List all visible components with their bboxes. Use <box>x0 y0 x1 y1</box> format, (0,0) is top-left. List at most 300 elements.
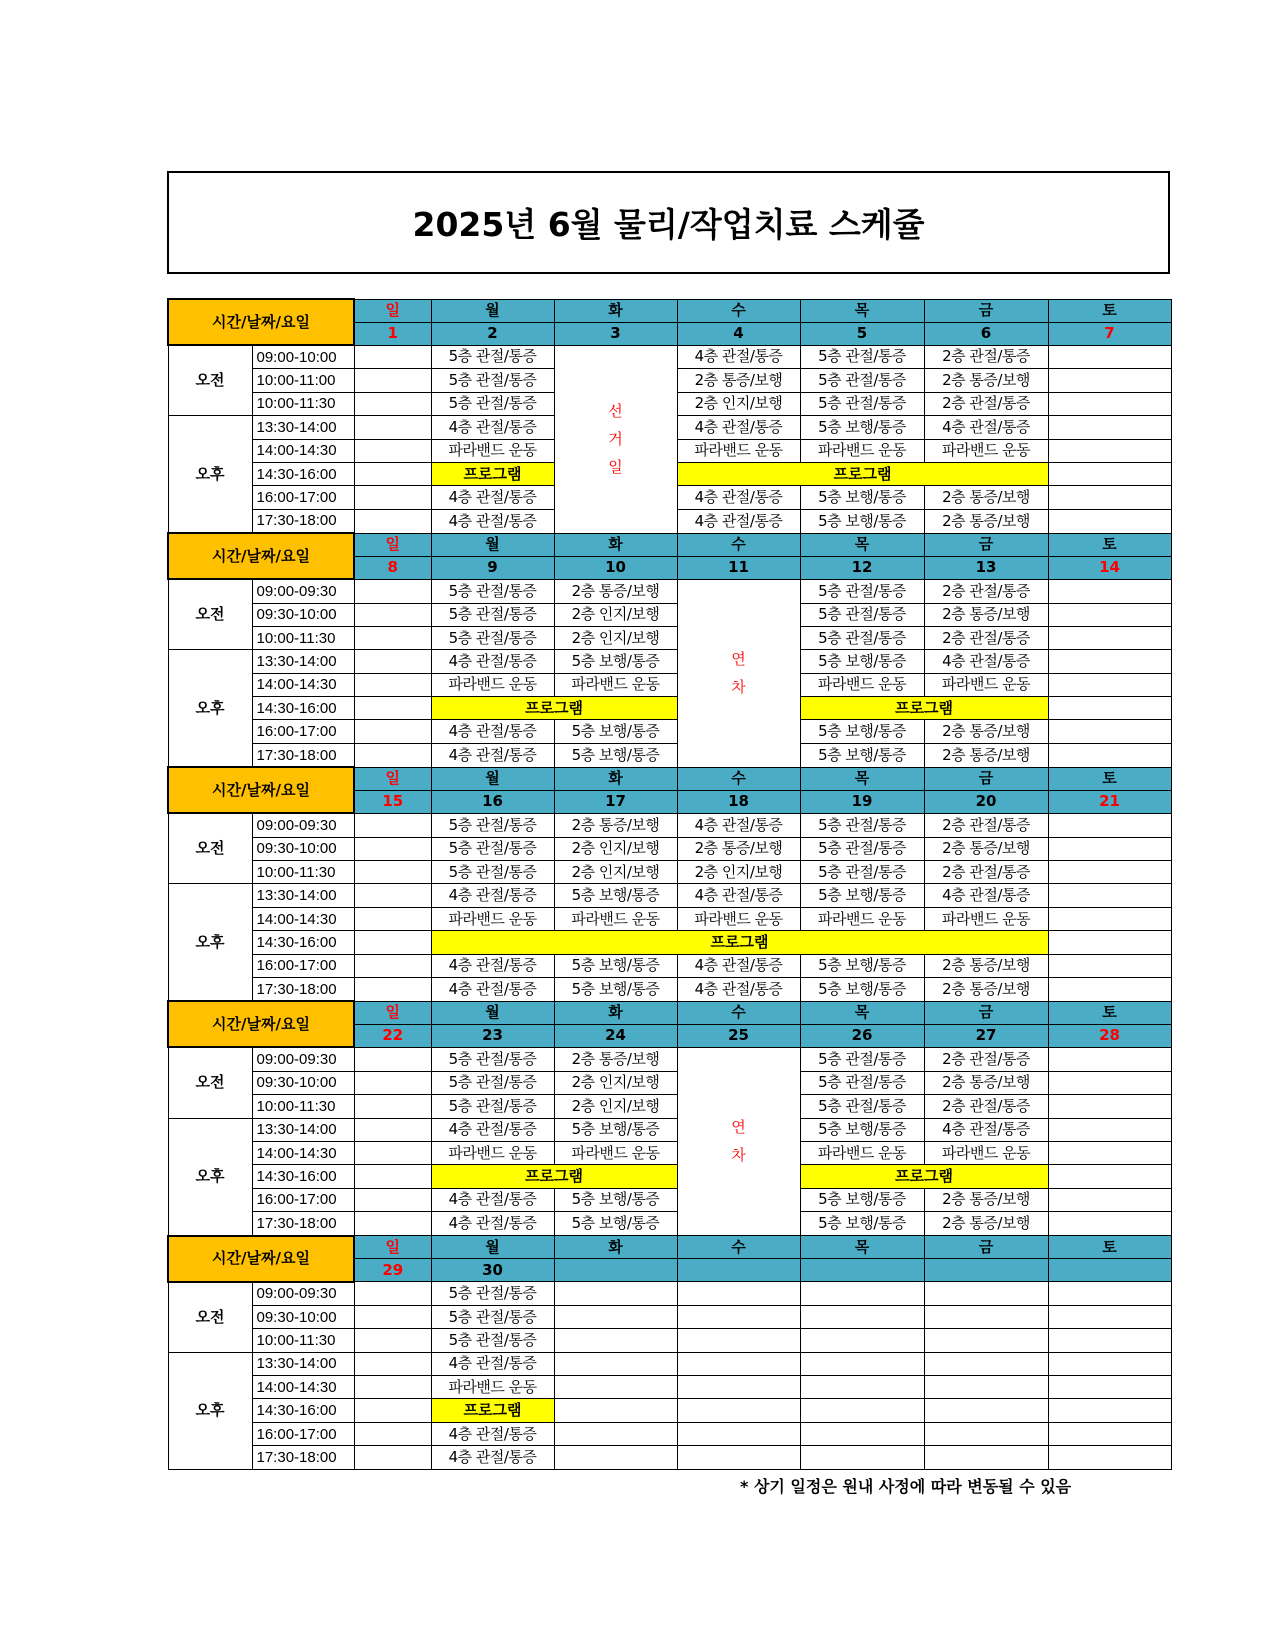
activity-cell: 5층 보행/통증 <box>554 720 677 743</box>
activity-cell: 파라밴드 운동 <box>554 907 677 930</box>
activity-cell: 2층 통증/보행 <box>924 1188 1048 1211</box>
holiday-note <box>554 345 677 533</box>
empty-cell <box>1048 1165 1171 1188</box>
empty-cell <box>1048 626 1171 649</box>
day-name-cell: 금 <box>924 299 1048 322</box>
table-row <box>168 907 1171 930</box>
empty-cell <box>800 1282 924 1306</box>
empty-cell <box>677 1305 800 1328</box>
table-row <box>168 1095 1171 1118</box>
empty-cell <box>1048 1399 1171 1422</box>
activity-cell: 2층 관절/통증 <box>924 861 1048 884</box>
table-row <box>168 1329 1171 1352</box>
date-cell <box>800 1259 924 1282</box>
activity-cell: 5층 보행/통증 <box>554 954 677 977</box>
activity-cell: 파라밴드 운동 <box>677 907 800 930</box>
empty-cell <box>354 1188 431 1211</box>
table-row <box>168 1399 1171 1422</box>
table-row <box>168 813 1171 837</box>
corner-label: 시간/날짜/요일 <box>168 533 354 579</box>
table-row <box>168 837 1171 860</box>
time-slot: 09:30-10:00 <box>252 1305 354 1328</box>
table-row <box>168 626 1171 649</box>
empty-cell <box>1048 486 1171 509</box>
activity-cell: 4층 관절/통증 <box>431 977 554 1001</box>
day-name-cell: 화 <box>554 299 677 322</box>
activity-cell: 파라밴드 운동 <box>431 673 554 696</box>
activity-cell: 2층 관절/통증 <box>924 813 1048 837</box>
table-row <box>168 1352 1171 1375</box>
activity-cell: 4층 관절/통증 <box>431 884 554 907</box>
date-cell: 10 <box>554 556 677 579</box>
empty-cell <box>1048 462 1171 485</box>
holiday-note-char: 연 <box>731 649 746 668</box>
activity-cell: 2층 관절/통증 <box>924 579 1048 603</box>
date-cell <box>677 1259 800 1282</box>
day-name-cell: 토 <box>1048 1236 1171 1259</box>
empty-cell <box>1048 1282 1171 1306</box>
corner-label: 시간/날짜/요일 <box>168 1001 354 1047</box>
activity-cell: 4층 관절/통증 <box>924 884 1048 907</box>
time-slot: 10:00-11:30 <box>252 1095 354 1118</box>
time-slot: 13:30-14:00 <box>252 884 354 907</box>
date-cell: 25 <box>677 1024 800 1047</box>
activity-cell: 5층 관절/통증 <box>431 1047 554 1071</box>
program-cell: 프로그램 <box>431 697 677 720</box>
empty-cell <box>800 1422 924 1445</box>
activity-cell: 5층 보행/통증 <box>554 1118 677 1141</box>
table-row <box>168 1305 1171 1328</box>
activity-cell: 5층 관절/통증 <box>800 603 924 626</box>
time-slot: 14:00-14:30 <box>252 907 354 930</box>
date-cell: 23 <box>431 1024 554 1047</box>
day-name-cell: 일 <box>354 533 431 556</box>
activity-cell: 5층 관절/통증 <box>800 369 924 392</box>
empty-cell <box>1048 1118 1171 1141</box>
activity-cell: 5층 보행/통증 <box>800 720 924 743</box>
empty-cell <box>354 1329 431 1352</box>
empty-cell <box>1048 697 1171 720</box>
time-slot: 16:00-17:00 <box>252 1188 354 1211</box>
table-row <box>168 673 1171 696</box>
program-cell: 프로그램 <box>800 697 1048 720</box>
time-slot: 09:00-09:30 <box>252 813 354 837</box>
date-cell: 17 <box>554 790 677 813</box>
empty-cell <box>554 1399 677 1422</box>
date-cell: 16 <box>431 790 554 813</box>
table-row <box>168 1212 1171 1236</box>
activity-cell: 5층 보행/통증 <box>554 650 677 673</box>
activity-cell: 2층 통증/보행 <box>924 486 1048 509</box>
activity-cell: 5층 보행/통증 <box>554 743 677 767</box>
activity-cell: 파라밴드 운동 <box>800 1141 924 1164</box>
activity-cell: 5층 보행/통증 <box>800 977 924 1001</box>
empty-cell <box>554 1376 677 1399</box>
empty-cell <box>1048 369 1171 392</box>
activity-cell: 파라밴드 운동 <box>924 439 1048 462</box>
table-row <box>168 345 1171 369</box>
empty-cell <box>354 1305 431 1328</box>
title-box <box>167 171 1170 274</box>
empty-cell <box>1048 1188 1171 1211</box>
holiday-note-char: 일 <box>608 457 623 476</box>
activity-cell: 파라밴드 운동 <box>431 907 554 930</box>
activity-cell: 4층 관절/통증 <box>431 1422 554 1445</box>
time-slot: 10:00-11:00 <box>252 369 354 392</box>
activity-cell: 2층 통증/보행 <box>924 977 1048 1001</box>
day-name-cell: 토 <box>1048 299 1171 322</box>
table-row <box>168 720 1171 743</box>
empty-cell <box>1048 954 1171 977</box>
date-cell: 14 <box>1048 556 1171 579</box>
time-slot: 09:30-10:00 <box>252 603 354 626</box>
time-slot: 16:00-17:00 <box>252 486 354 509</box>
activity-cell: 2층 통증/보행 <box>554 1047 677 1071</box>
time-slot: 10:00-11:30 <box>252 392 354 415</box>
empty-cell <box>354 1118 431 1141</box>
date-cell: 21 <box>1048 790 1171 813</box>
activity-cell: 2층 인지/보행 <box>554 603 677 626</box>
activity-cell: 5층 관절/통증 <box>800 579 924 603</box>
empty-cell <box>354 837 431 860</box>
activity-cell: 5층 보행/통증 <box>554 977 677 1001</box>
activity-cell: 5층 보행/통증 <box>800 1212 924 1236</box>
table-row <box>168 697 1171 720</box>
empty-cell <box>677 1329 800 1352</box>
activity-cell: 4층 관절/통증 <box>677 345 800 369</box>
table-row <box>168 1118 1171 1141</box>
empty-cell <box>677 1399 800 1422</box>
empty-cell <box>1048 1352 1171 1375</box>
activity-cell: 5층 관절/통증 <box>431 861 554 884</box>
activity-cell: 4층 관절/통증 <box>431 1352 554 1375</box>
time-slot: 14:00-14:30 <box>252 673 354 696</box>
empty-cell <box>354 1095 431 1118</box>
time-slot: 16:00-17:00 <box>252 720 354 743</box>
date-cell: 4 <box>677 322 800 345</box>
holiday-note <box>677 579 800 767</box>
empty-cell <box>354 392 431 415</box>
activity-cell: 4층 관절/통증 <box>677 813 800 837</box>
empty-cell <box>1048 650 1171 673</box>
empty-cell <box>924 1399 1048 1422</box>
day-name-cell: 화 <box>554 533 677 556</box>
time-slot: 13:30-14:00 <box>252 416 354 439</box>
table-row <box>168 1282 1171 1306</box>
activity-cell: 4층 관절/통증 <box>431 1212 554 1236</box>
program-cell: 프로그램 <box>431 1399 554 1422</box>
page-title: 2025년 6월 물리/작업치료 스케쥴 <box>412 205 925 244</box>
empty-cell <box>1048 439 1171 462</box>
empty-cell <box>354 884 431 907</box>
activity-cell: 파라밴드 운동 <box>924 673 1048 696</box>
empty-cell <box>800 1305 924 1328</box>
empty-cell <box>354 650 431 673</box>
empty-cell <box>354 1141 431 1164</box>
activity-cell: 5층 관절/통증 <box>431 626 554 649</box>
activity-cell: 5층 관절/통증 <box>431 813 554 837</box>
empty-cell <box>1048 813 1171 837</box>
empty-cell <box>1048 1376 1171 1399</box>
day-name-cell: 금 <box>924 767 1048 790</box>
activity-cell: 5층 관절/통증 <box>431 392 554 415</box>
date-cell: 20 <box>924 790 1048 813</box>
activity-cell: 파라밴드 운동 <box>924 1141 1048 1164</box>
activity-cell: 5층 관절/통증 <box>800 345 924 369</box>
activity-cell: 5층 관절/통증 <box>431 603 554 626</box>
day-name-cell: 목 <box>800 767 924 790</box>
activity-cell: 5층 관절/통증 <box>800 1071 924 1094</box>
activity-cell: 5층 보행/통증 <box>800 954 924 977</box>
activity-cell: 파라밴드 운동 <box>800 439 924 462</box>
empty-cell <box>1048 392 1171 415</box>
activity-cell: 5층 관절/통증 <box>800 626 924 649</box>
empty-cell <box>354 977 431 1001</box>
activity-cell: 5층 관절/통증 <box>431 579 554 603</box>
holiday-note-char: 연 <box>731 1117 746 1136</box>
activity-cell: 4층 관절/통증 <box>924 416 1048 439</box>
empty-cell <box>924 1329 1048 1352</box>
time-slot: 17:30-18:00 <box>252 509 354 533</box>
time-slot: 09:00-09:30 <box>252 579 354 603</box>
empty-cell <box>354 1376 431 1399</box>
date-cell: 12 <box>800 556 924 579</box>
activity-cell: 5층 관절/통증 <box>800 1095 924 1118</box>
activity-cell: 5층 보행/통증 <box>800 650 924 673</box>
activity-cell: 5층 보행/통증 <box>800 509 924 533</box>
holiday-note <box>677 1047 800 1235</box>
day-name-cell: 월 <box>431 1001 554 1024</box>
activity-cell: 2층 관절/통증 <box>924 392 1048 415</box>
day-name-cell: 금 <box>924 533 1048 556</box>
table-row <box>168 954 1171 977</box>
date-cell: 7 <box>1048 322 1171 345</box>
activity-cell: 4층 관절/통증 <box>431 416 554 439</box>
empty-cell <box>354 1422 431 1445</box>
program-cell: 프로그램 <box>800 1165 1048 1188</box>
empty-cell <box>354 1071 431 1094</box>
date-cell: 9 <box>431 556 554 579</box>
activity-cell: 2층 인지/보행 <box>554 837 677 860</box>
day-name-row <box>168 1236 1171 1259</box>
time-slot: 17:30-18:00 <box>252 1212 354 1236</box>
table-row <box>168 1165 1171 1188</box>
time-slot: 17:30-18:00 <box>252 1446 354 1469</box>
activity-cell: 2층 인지/보행 <box>554 626 677 649</box>
activity-cell: 2층 관절/통증 <box>924 1047 1048 1071</box>
day-name-row <box>168 299 1171 322</box>
time-slot: 13:30-14:00 <box>252 650 354 673</box>
activity-cell: 5층 관절/통증 <box>431 1071 554 1094</box>
empty-cell <box>354 439 431 462</box>
empty-cell <box>1048 977 1171 1001</box>
activity-cell: 파라밴드 운동 <box>800 673 924 696</box>
day-name-cell: 일 <box>354 1236 431 1259</box>
activity-cell: 파라밴드 운동 <box>554 1141 677 1164</box>
activity-cell: 5층 관절/통증 <box>800 392 924 415</box>
time-slot: 17:30-18:00 <box>252 743 354 767</box>
date-cell: 24 <box>554 1024 677 1047</box>
empty-cell <box>1048 603 1171 626</box>
table-row <box>168 931 1171 954</box>
empty-cell <box>1048 1095 1171 1118</box>
date-cell: 8 <box>354 556 431 579</box>
table-row <box>168 1071 1171 1094</box>
empty-cell <box>677 1352 800 1375</box>
time-slot: 13:30-14:00 <box>252 1352 354 1375</box>
activity-cell: 5층 관절/통증 <box>431 837 554 860</box>
activity-cell: 4층 관절/통증 <box>677 416 800 439</box>
activity-cell: 2층 관절/통증 <box>924 345 1048 369</box>
empty-cell <box>554 1352 677 1375</box>
activity-cell: 2층 인지/보행 <box>677 861 800 884</box>
day-name-cell: 수 <box>677 1001 800 1024</box>
activity-cell: 파라밴드 운동 <box>800 907 924 930</box>
activity-cell: 5층 보행/통증 <box>554 884 677 907</box>
corner-label: 시간/날짜/요일 <box>168 1236 354 1282</box>
empty-cell <box>354 720 431 743</box>
empty-cell <box>1048 1446 1171 1469</box>
activity-cell: 2층 통증/보행 <box>554 813 677 837</box>
activity-cell: 4층 관절/통증 <box>431 1188 554 1211</box>
activity-cell: 5층 관절/통증 <box>800 837 924 860</box>
day-name-cell: 목 <box>800 1236 924 1259</box>
empty-cell <box>354 579 431 603</box>
activity-cell: 5층 관절/통증 <box>800 861 924 884</box>
empty-cell <box>354 1212 431 1236</box>
activity-cell: 파라밴드 운동 <box>431 439 554 462</box>
activity-cell: 2층 통증/보행 <box>924 954 1048 977</box>
day-name-row <box>168 1001 1171 1024</box>
activity-cell: 5층 보행/통증 <box>800 416 924 439</box>
period-pm: 오후 <box>168 650 252 767</box>
date-cell: 11 <box>677 556 800 579</box>
empty-cell <box>677 1422 800 1445</box>
day-name-row <box>168 533 1171 556</box>
empty-cell <box>354 509 431 533</box>
day-name-cell: 토 <box>1048 1001 1171 1024</box>
day-name-cell: 일 <box>354 1001 431 1024</box>
holiday-note-char: 거 <box>608 429 623 448</box>
empty-cell <box>354 1165 431 1188</box>
table-row <box>168 650 1171 673</box>
day-name-cell: 금 <box>924 1236 1048 1259</box>
empty-cell <box>1048 861 1171 884</box>
date-cell: 19 <box>800 790 924 813</box>
activity-cell: 2층 인지/보행 <box>554 861 677 884</box>
time-slot: 16:00-17:00 <box>252 954 354 977</box>
day-name-cell: 토 <box>1048 533 1171 556</box>
empty-cell <box>354 1399 431 1422</box>
activity-cell: 파라밴드 운동 <box>677 439 800 462</box>
activity-cell: 5층 보행/통증 <box>800 743 924 767</box>
empty-cell <box>554 1422 677 1445</box>
time-slot: 13:30-14:00 <box>252 1118 354 1141</box>
date-cell: 30 <box>431 1259 554 1282</box>
activity-cell: 4층 관절/통증 <box>677 884 800 907</box>
empty-cell <box>354 345 431 369</box>
time-slot: 09:00-10:00 <box>252 345 354 369</box>
empty-cell <box>1048 1071 1171 1094</box>
period-pm: 오후 <box>168 416 252 533</box>
date-cell: 26 <box>800 1024 924 1047</box>
period-am: 오전 <box>168 579 252 650</box>
time-slot: 14:30-16:00 <box>252 931 354 954</box>
activity-cell: 2층 관절/통증 <box>924 1095 1048 1118</box>
activity-cell: 2층 통증/보행 <box>924 369 1048 392</box>
empty-cell <box>354 1047 431 1071</box>
date-cell: 22 <box>354 1024 431 1047</box>
empty-cell <box>1048 345 1171 369</box>
time-slot: 10:00-11:30 <box>252 1329 354 1352</box>
time-slot: 09:30-10:00 <box>252 837 354 860</box>
day-name-cell: 토 <box>1048 767 1171 790</box>
table-row <box>168 1141 1171 1164</box>
empty-cell <box>924 1446 1048 1469</box>
period-am: 오전 <box>168 813 252 884</box>
time-slot: 16:00-17:00 <box>252 1422 354 1445</box>
table-row <box>168 977 1171 1001</box>
activity-cell: 4층 관절/통증 <box>677 509 800 533</box>
date-cell <box>554 1259 677 1282</box>
table-row <box>168 1188 1171 1211</box>
activity-cell: 5층 관절/통증 <box>800 813 924 837</box>
activity-cell: 5층 관절/통증 <box>431 1282 554 1306</box>
time-slot: 10:00-11:30 <box>252 861 354 884</box>
empty-cell <box>354 626 431 649</box>
activity-cell: 4층 관절/통증 <box>431 720 554 743</box>
table-row <box>168 1047 1171 1071</box>
date-cell: 13 <box>924 556 1048 579</box>
activity-cell: 4층 관절/통증 <box>431 650 554 673</box>
date-cell: 29 <box>354 1259 431 1282</box>
empty-cell <box>354 954 431 977</box>
empty-cell <box>800 1446 924 1469</box>
activity-cell: 5층 관절/통증 <box>800 1047 924 1071</box>
table-row <box>168 1446 1171 1469</box>
activity-cell: 4층 관절/통증 <box>431 1118 554 1141</box>
holiday-note-char: 차 <box>731 677 746 696</box>
empty-cell <box>1048 1047 1171 1071</box>
period-pm: 오후 <box>168 884 252 1001</box>
activity-cell: 5층 관절/통증 <box>431 1329 554 1352</box>
activity-cell: 5층 관절/통증 <box>431 345 554 369</box>
table-row <box>168 743 1171 767</box>
empty-cell <box>924 1305 1048 1328</box>
time-slot: 09:30-10:00 <box>252 1071 354 1094</box>
empty-cell <box>677 1376 800 1399</box>
activity-cell: 2층 통증/보행 <box>924 720 1048 743</box>
program-cell: 프로그램 <box>431 462 554 485</box>
empty-cell <box>1048 743 1171 767</box>
day-name-cell: 수 <box>677 767 800 790</box>
empty-cell <box>354 416 431 439</box>
activity-cell: 5층 관절/통증 <box>431 1305 554 1328</box>
period-am: 오전 <box>168 345 252 416</box>
empty-cell <box>1048 907 1171 930</box>
empty-cell <box>800 1376 924 1399</box>
table-row <box>168 579 1171 603</box>
empty-cell <box>1048 1329 1171 1352</box>
activity-cell: 2층 통증/보행 <box>924 837 1048 860</box>
activity-cell: 2층 통증/보행 <box>677 369 800 392</box>
empty-cell <box>800 1399 924 1422</box>
time-slot: 14:30-16:00 <box>252 462 354 485</box>
activity-cell: 2층 통증/보행 <box>554 579 677 603</box>
activity-cell: 2층 인지/보행 <box>554 1071 677 1094</box>
empty-cell <box>1048 416 1171 439</box>
empty-cell <box>800 1329 924 1352</box>
